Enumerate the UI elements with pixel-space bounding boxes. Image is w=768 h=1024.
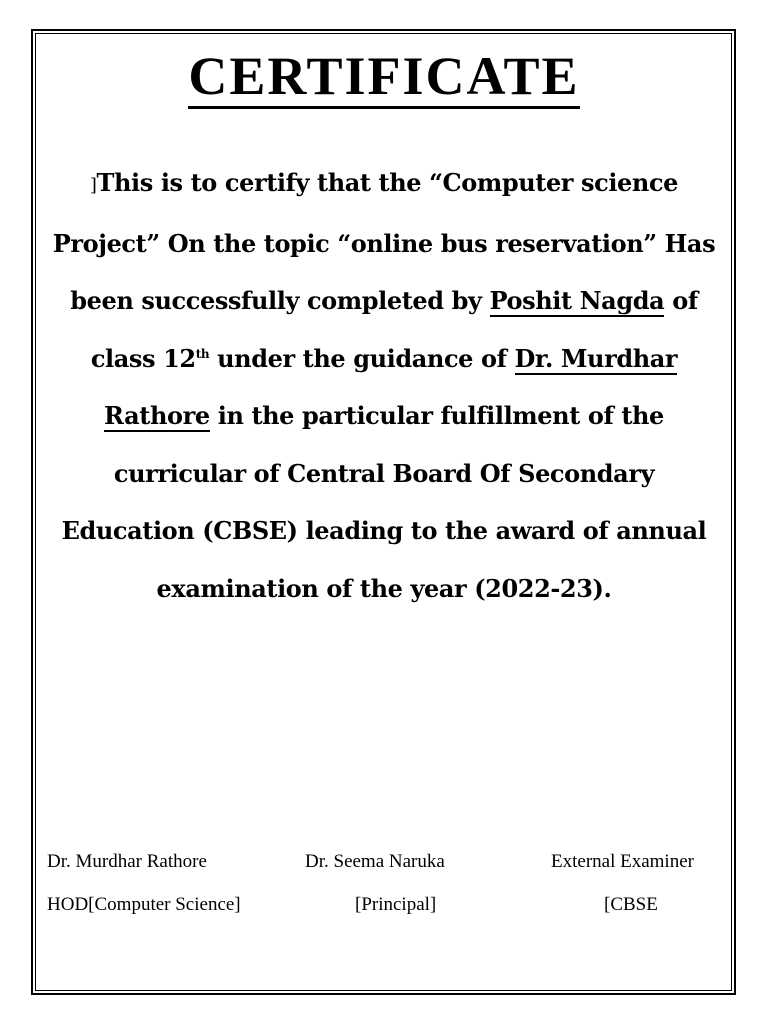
- ordinal-suffix: th: [195, 346, 210, 361]
- signature-hod-role: HOD[Computer Science]: [47, 894, 241, 915]
- guide-name-part-1: Dr. Murdhar: [514, 343, 678, 373]
- body-line-6: curricular of Central Board Of Secondary: [113, 458, 655, 488]
- student-name: Poshit Nagda: [489, 286, 665, 315]
- signature-examiner-role: [CBSE: [604, 894, 658, 915]
- body-line-7: Education (CBSE) leading to the award of annual: [61, 516, 707, 545]
- signature-principal-name: Dr. Seema Naruka: [305, 851, 445, 872]
- body-line-8: examination of the year (2022-23).: [156, 573, 612, 603]
- signature-examiner-name: External Examiner: [551, 851, 694, 872]
- paragraph-marker: ]: [89, 175, 97, 196]
- certificate-body: [44, 154, 724, 617]
- body-line-3: been successfully completed by Poshit Nagda of: [70, 286, 698, 315]
- signature-hod-name: Dr. Murdhar Rathore: [47, 851, 207, 872]
- body-line-4: class 12th under the guidance of Dr. Murdhar: [90, 343, 678, 373]
- body-line-2: Project” On the topic “online bus reservation” Has: [52, 228, 716, 258]
- certificate-title: [0, 44, 768, 108]
- body-line-5: Rathore in the particular fulfillment of the: [104, 401, 664, 430]
- title-text: CERTIFICATE: [188, 46, 579, 109]
- body-line-1: ]This is to certify that the “Computer science: [89, 168, 679, 197]
- guide-name-part-2: Rathore: [104, 401, 210, 430]
- signature-principal-role: [Principal]: [355, 894, 437, 915]
